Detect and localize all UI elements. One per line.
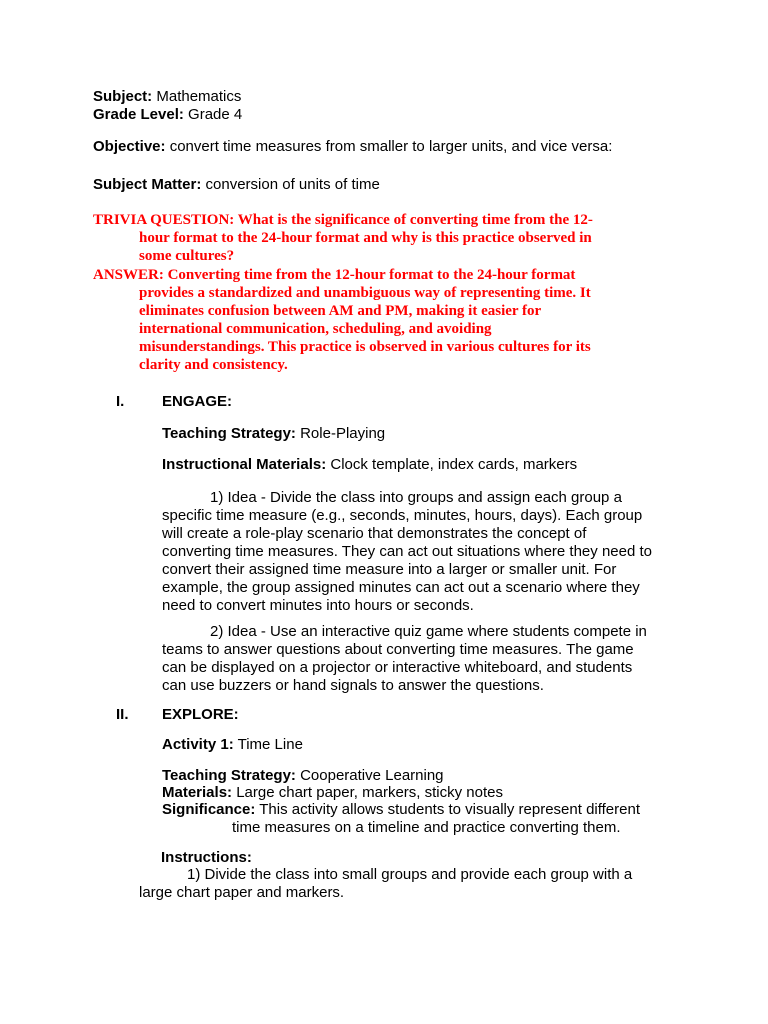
idea-line: converting time measures. They can act out situations where they need to (162, 543, 652, 560)
objective-value: convert time measures from smaller to larger units, and vice versa: (169, 138, 613, 155)
significance-text: time measures on a timeline and practice converting them. (232, 819, 621, 836)
section-heading: ENGAGE: (162, 393, 233, 410)
subject-value: Mathematics (156, 88, 242, 105)
idea-paragraph-2 (162, 623, 647, 695)
trivia-question-line: hour format to the 24-hour format and why is this practice observed in (139, 230, 592, 246)
grade-label: Grade Level: (93, 106, 184, 123)
objective-label: Objective: (93, 138, 166, 155)
teaching-strategy-line (162, 425, 385, 443)
instruction-step-1 (139, 866, 632, 902)
section-heading: EXPLORE: (162, 706, 239, 723)
idea-line: can be displayed on a projector or interactive whiteboard, and students (162, 659, 633, 676)
subject-matter-label: Subject Matter: (93, 176, 202, 193)
section-numeral: I. (116, 393, 125, 410)
teaching-strategy-label: Teaching Strategy: (162, 425, 296, 442)
teaching-strategy-label: Teaching Strategy: (162, 767, 296, 784)
teaching-strategy-value: Cooperative Learning (300, 767, 444, 784)
idea-line: will create a role-play scenario that demonstrates the concept of (162, 525, 587, 542)
significance-text: This activity allows students to visually represent different (259, 801, 640, 818)
trivia-answer-line: ANSWER: Converting time from the 12-hour format to the 24-hour format (93, 267, 576, 283)
idea-line: 1) Idea - Divide the class into groups and assign each group a (210, 489, 622, 506)
idea-paragraph-1 (162, 489, 652, 615)
subject-matter-line (93, 176, 380, 194)
activity-line (162, 736, 303, 754)
trivia-answer-line: clarity and consistency. (139, 357, 288, 373)
grade-line (93, 106, 242, 124)
idea-line: example, the group assigned minutes can act out a scenario where they (162, 579, 640, 596)
instructions-heading (161, 849, 252, 867)
trivia-answer-line: provides a standardized and unambiguous way of representing time. It (139, 285, 591, 301)
significance-block (162, 801, 640, 837)
materials-label: Materials: (162, 784, 233, 801)
trivia-question-line: some cultures? (139, 248, 235, 264)
significance-first-line (162, 801, 640, 819)
idea-line: can use buzzers or hand signals to answer the questions. (162, 677, 544, 694)
section-numeral: II. (116, 706, 129, 723)
subject-line (93, 88, 241, 106)
trivia-answer (93, 266, 591, 374)
instruction-line: 1) Divide the class into small groups and provide each group with a (187, 866, 633, 883)
instruction-line: large chart paper and markers. (139, 884, 345, 901)
teaching-strategy-value: Role-Playing (300, 425, 386, 442)
idea-line: 2) Idea - Use an interactive quiz game where students compete in (210, 623, 647, 640)
instructional-materials-value: Clock template, index cards, markers (330, 456, 578, 473)
materials-line (162, 784, 503, 802)
instructional-materials-label: Instructional Materials: (162, 456, 327, 473)
instructions-label: Instructions: (161, 849, 252, 866)
teaching-strategy-line (162, 767, 444, 785)
activity-label: Activity 1: (162, 736, 234, 753)
grade-value: Grade 4 (188, 106, 243, 123)
idea-line: teams to answer questions about converting time measures. The game (162, 641, 634, 658)
materials-value: Large chart paper, markers, sticky notes (236, 784, 503, 801)
idea-line: specific time measure (e.g., seconds, minutes, hours, days). Each group (162, 507, 643, 524)
idea-line: need to convert minutes into hours or seconds. (162, 597, 474, 614)
objective-line (93, 138, 612, 156)
trivia-question-line: TRIVIA QUESTION: What is the significance of converting time from the 12- (93, 212, 593, 228)
trivia-question (93, 211, 593, 265)
subject-label: Subject: (93, 88, 153, 105)
subject-matter-value: conversion of units of time (205, 176, 380, 193)
trivia-answer-line: international communication, scheduling, and avoiding (139, 321, 492, 337)
instructional-materials-line (162, 456, 577, 474)
idea-line: convert their assigned time measure into a larger or smaller unit. For (162, 561, 617, 578)
activity-value: Time Line (237, 736, 303, 753)
significance-label: Significance: (162, 801, 256, 818)
trivia-answer-line: misunderstandings. This practice is observed in various cultures for its (139, 339, 591, 355)
trivia-answer-line: eliminates confusion between AM and PM, making it easier for (139, 303, 542, 319)
